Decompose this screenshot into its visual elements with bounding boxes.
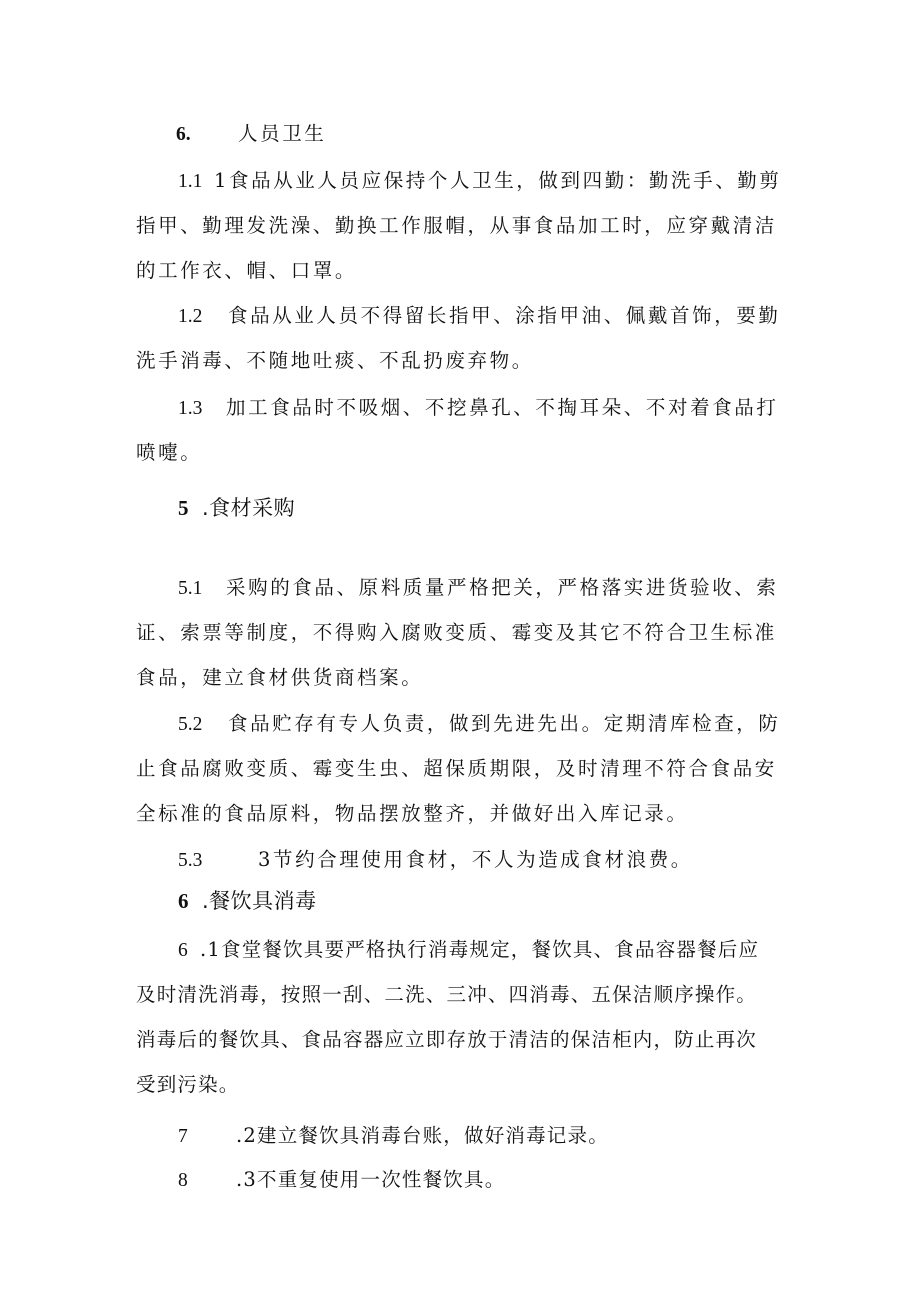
paragraph-line — [178, 306, 781, 327]
paragraph-line: 指甲、勤理发洗澡、勤换工作服帽，从事食品加工时，应穿戴清洁 — [136, 214, 777, 237]
paragraph-text: 食品贮存有专人负责，做到先进先出。定期清库检查，防 — [228, 712, 781, 735]
item-number: 1.2 — [178, 306, 203, 327]
paragraph-text: 食品从业人员不得留长指甲、涂指甲油、佩戴首饰，要勤 — [228, 304, 781, 327]
section-heading-personnel — [176, 124, 326, 145]
item-number: 7 — [178, 1126, 188, 1147]
paragraph-text: .2建立餐饮具消毒台账，做好消毒记录。 — [236, 1124, 609, 1147]
section-heading-disinfection — [178, 891, 317, 912]
paragraph-line: 喷嚏。 — [136, 441, 203, 464]
paragraph-line: 的工作衣、帽、口罩。 — [136, 259, 358, 282]
paragraph-line — [178, 940, 759, 961]
item-number: 5.3 — [178, 850, 203, 871]
section-number: 6. — [176, 124, 191, 145]
section-title: .餐饮具消毒 — [202, 889, 317, 913]
paragraph-text: 采购的食品、原料质量严格把关，严格落实进货验收、索 — [226, 576, 779, 599]
paragraph-line: 食品，建立食材供货商档案。 — [136, 666, 424, 689]
section-number: 6 — [178, 889, 189, 913]
item-number: 6 — [178, 940, 188, 961]
paragraph-text: 1食品从业人员应保持个人卫生，做到四勤：勤洗手、勤剪 — [214, 169, 782, 192]
paragraph-text: 加工食品时不吸烟、不挖鼻孔、不掏耳朵、不对着食品打 — [226, 396, 779, 419]
paragraph-line — [178, 1126, 609, 1147]
section-title: .食材采购 — [202, 496, 296, 520]
paragraph-line: 及时清洗消毒，按照一刮、二洗、三冲、四消毒、五保洁顺序操作。 — [136, 983, 758, 1006]
paragraph-text: .3不重复使用一次性餐饮具。 — [236, 1168, 506, 1191]
paragraph-line: 洗手消毒、不随地吐痰、不乱扔废弃物。 — [136, 349, 534, 372]
paragraph-line: 受到污染。 — [136, 1073, 240, 1096]
paragraph-line: 全标准的食品原料，物品摆放整齐，并做好出入库记录。 — [136, 802, 689, 825]
paragraph-line — [178, 398, 779, 419]
section-number: 5 — [178, 496, 189, 520]
item-number: 5.2 — [178, 714, 203, 735]
item-number: 5.1 — [178, 578, 203, 599]
paragraph-line: 止食品腐败变质、霉变生虫、超保质期限，及时清理不符合食品安 — [136, 757, 777, 780]
item-number: 1.1 — [178, 171, 203, 192]
paragraph-line: 证、索票等制度，不得购入腐败变质、霉变及其它不符合卫生标准 — [136, 621, 777, 644]
paragraph-line — [178, 578, 779, 599]
section-heading-procurement — [178, 498, 295, 519]
item-number: 1.3 — [178, 398, 203, 419]
paragraph-text: 3节约合理使用食材，不人为造成食材浪费。 — [258, 848, 693, 871]
paragraph-line — [178, 171, 782, 192]
paragraph-text: .1食堂餐饮具要严格执行消毒规定，餐饮具、食品容器餐后应 — [200, 938, 760, 961]
paragraph-line — [178, 850, 693, 871]
item-number: 8 — [178, 1170, 188, 1191]
paragraph-line: 消毒后的餐饮具、食品容器应立即存放于清洁的保洁柜内，防止再次 — [136, 1028, 758, 1051]
section-title: 人员卫生 — [238, 122, 327, 145]
paragraph-line — [178, 1170, 505, 1191]
paragraph-line — [178, 714, 781, 735]
